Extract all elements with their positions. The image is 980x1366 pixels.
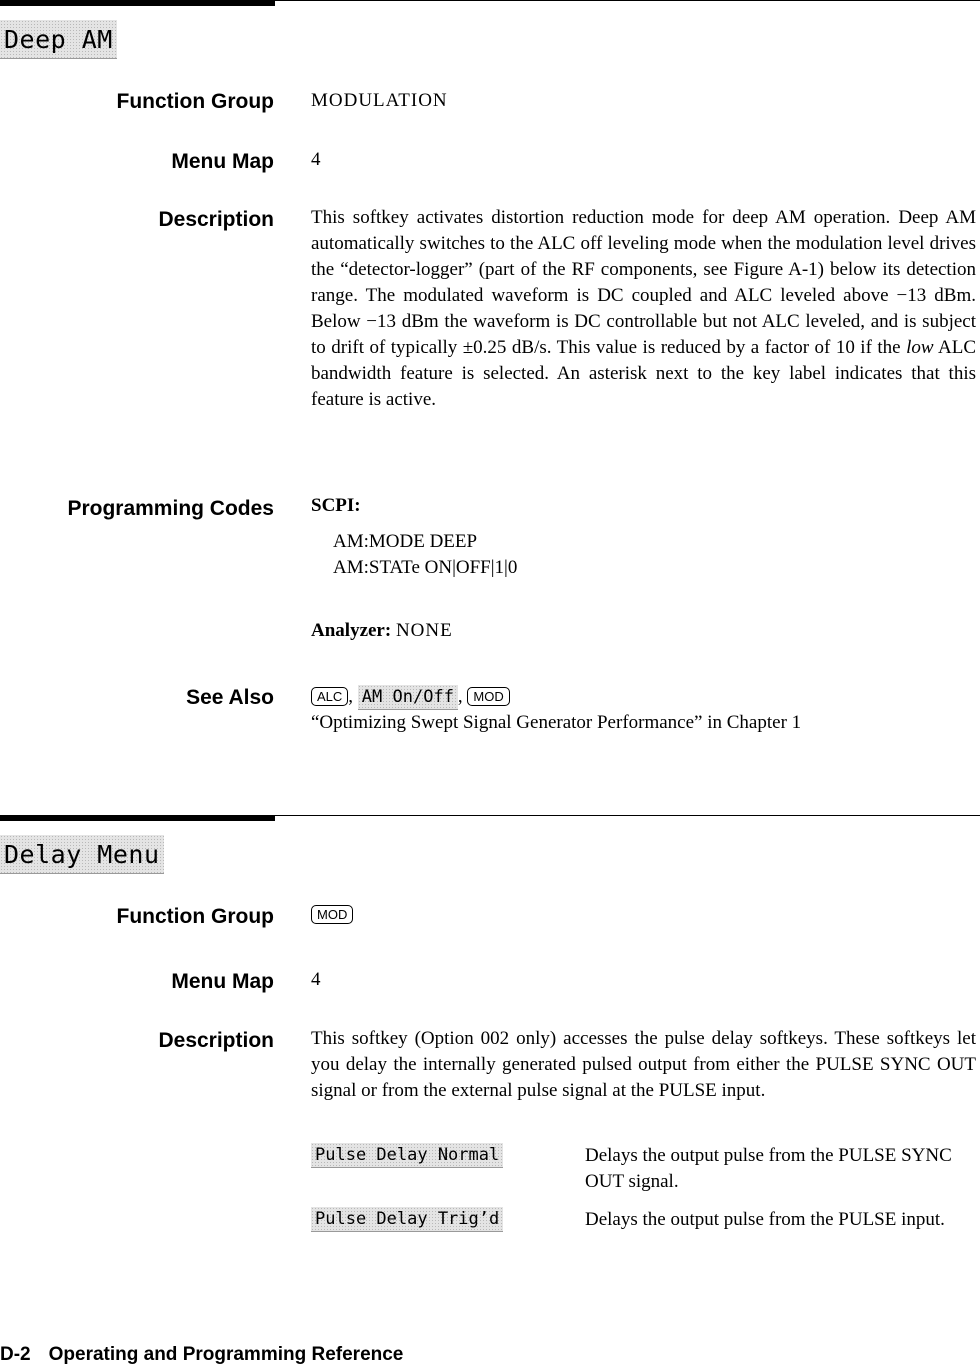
menu-map-value: 4 [311,969,321,990]
function-group-value [311,902,976,928]
see-also-keys: ALC , AM On/Off , MOD [311,684,976,710]
softkey-definition-text: Delays the output pulse from the PULSE input. [585,1209,945,1230]
alc-hardkey[interactable]: ALC [311,687,348,706]
description-paragraph: This softkey (Option 002 only) accesses the pulse delay softkeys. These softkeys let you delay the internally generated pulsed output from either the PULSE SYNC OUT signal or from the external pulse signal at the PULSE input. [311,1028,976,1101]
menu-map-label: Menu Map [171,970,274,993]
softkey-title-delay-menu: Delay Menu [0,835,164,874]
softkey-definition-text: Delays the output pulse from the PULSE SYNC OUT signal. [585,1145,952,1192]
programming-codes-block [311,493,976,644]
footer-title: Operating and Programming Reference [48,1344,404,1365]
description-text [311,1026,976,1104]
function-group-label: Function Group [116,905,274,928]
pulse-delay-trigd-softkey[interactable]: Pulse Delay Trig’d [311,1207,503,1232]
see-also-label: See Also [186,686,274,709]
analyzer-line [311,618,976,644]
description-paragraph: This softkey activates distortion reduction mode for deep AM operation. Deep AM automatically switches to the ALC off leveling mode when the modulation level drives the “detector-logger” (part of the RF components, see Figure A-1) below its detection range. The modulated waveform is DC coupled and ALC leveled above −13 dBm. Below −13 dBm the waveform is DC controllable but not ALC leveled, and is subject to drift of typically ±0.25 dB/s. This value is reduced by a factor of 10 if the low ALC bandwidth feature is selected. An asterisk next to the key label indicates that this feature is active. [311,207,977,410]
menu-map-label: Menu Map [171,150,274,173]
section-rule-thick [0,0,275,6]
description-label: Description [158,208,274,231]
softkey-title-deep-am: Deep AM [0,20,117,59]
page-number: D-2 [0,1344,31,1365]
description-label: Description [158,1029,274,1052]
pulse-delay-normal-softkey[interactable]: Pulse Delay Normal [311,1143,503,1168]
see-also-block [311,684,976,736]
scpi-commands [311,529,976,581]
menu-map-value: 4 [311,149,321,170]
page-footer [0,1344,403,1366]
function-group-label: Function Group [116,90,274,113]
see-also-reference: “Optimizing Swept Signal Generator Performance” in Chapter 1 [311,712,802,733]
analyzer-value: NONE [395,620,453,641]
description-text [311,205,976,413]
scpi-label: SCPI: [311,495,361,516]
programming-codes-label: Programming Codes [67,497,274,520]
scpi-command: AM:STATe ON|OFF|1|0 [333,557,518,578]
scpi-command: AM:MODE DEEP [333,531,478,552]
function-group-value: MODULATION [311,90,448,111]
am-on-off-softkey[interactable]: AM On/Off [358,685,458,710]
mod-hardkey[interactable]: MOD [467,687,509,706]
section-rule-thick [0,815,275,821]
analyzer-label: Analyzer: [311,620,392,641]
section-rule-thin [275,0,980,1]
mod-hardkey[interactable]: MOD [311,905,353,924]
section-rule-thin [275,815,980,816]
